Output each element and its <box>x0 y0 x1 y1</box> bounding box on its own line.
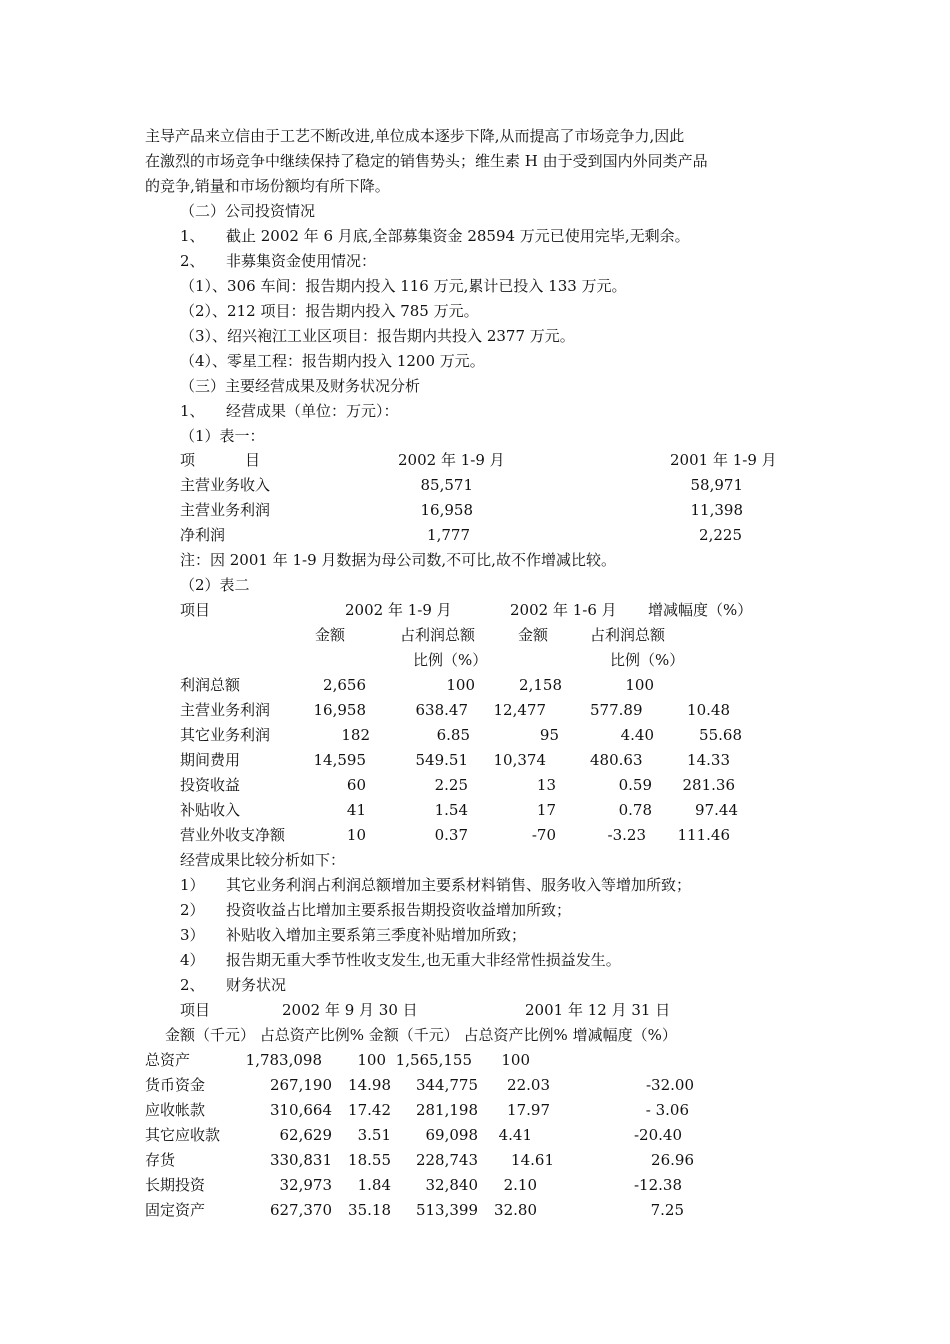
table1-row-name: 净利润 <box>180 526 226 544</box>
table2-row-ratio-1: 6.85 <box>436 726 470 744</box>
table2-row-change: 55.68 <box>699 726 742 744</box>
table2-row-ratio-1: 549.51 <box>415 751 468 769</box>
table3-row-amount-1: 310,664 <box>269 1101 332 1119</box>
intro-line-1: 主导产品来立信由于工艺不断改进,单位成本逐步下降,从而提高了市场竞争力,因此 <box>145 127 685 145</box>
table2-row-change: 10.48 <box>687 701 730 719</box>
intro-line-2: 在激烈的市场竞争中继续保持了稳定的销售势头；维生素 H 由于受到国内外同类产品 <box>145 152 708 170</box>
table2-header-item: 项目 <box>180 601 211 619</box>
results-item-2-text: 财务状况 <box>226 976 287 994</box>
table3-row-amount-2: 1,565,155 <box>395 1051 472 1069</box>
table2-header-ratio-2: 占利润总额 <box>590 626 666 644</box>
table2-header-2002-6: 2002 年 1-6 月 <box>510 601 617 619</box>
table3-row-name: 应收帐款 <box>145 1101 206 1119</box>
table3-row-change: - 3.06 <box>645 1101 689 1119</box>
table2-row-ratio-2: 0.59 <box>618 776 652 794</box>
table2-row-ratio-1: 1.54 <box>434 801 468 819</box>
analysis-number: 1） <box>180 876 205 894</box>
table3-header-date-2: 2001 年 12 月 31 日 <box>525 1001 671 1019</box>
table2-row-amount-1: 14,595 <box>313 751 366 769</box>
table2-row-amount-1: 41 <box>346 801 366 819</box>
table3-row-change: -20.40 <box>633 1126 682 1144</box>
table3-row-amount-2: 513,399 <box>415 1201 478 1219</box>
table3-row-ratio-1: 35.18 <box>348 1201 391 1219</box>
investment-item-1-number: 1、 <box>180 227 205 245</box>
table2-row-change: 111.46 <box>677 826 730 844</box>
intro-line-3: 的竞争,销量和市场份额均有所下降。 <box>145 177 390 195</box>
table2-header-2002-9: 2002 年 1-9 月 <box>345 601 452 619</box>
table2-row-ratio-2: 100 <box>625 676 654 694</box>
table2-row-name: 投资收益 <box>180 776 241 794</box>
table2-row-name: 其它业务利润 <box>180 726 271 744</box>
table3-header-date-1: 2002 年 9 月 30 日 <box>282 1001 418 1019</box>
table3-row-change: 7.25 <box>650 1201 684 1219</box>
table2-row-change: 97.44 <box>695 801 738 819</box>
investment-item-2-number: 2、 <box>180 252 205 270</box>
table3-row-name: 货币资金 <box>145 1076 206 1094</box>
table2-row-name: 营业外收支净额 <box>180 826 286 844</box>
table3-row-amount-1: 32,973 <box>279 1176 332 1194</box>
table2-row-ratio-2: 577.89 <box>590 701 643 719</box>
table3-row-ratio-1: 14.98 <box>348 1076 391 1094</box>
table3-row-amount-1: 627,370 <box>269 1201 332 1219</box>
table2-label: （2）表二 <box>180 576 250 594</box>
table2-header-amount-2: 金额 <box>518 626 549 644</box>
table3-row-ratio-1: 3.51 <box>357 1126 391 1144</box>
table2-row-amount-2: 13 <box>536 776 556 794</box>
table1-row-2001: 58,971 <box>690 476 743 494</box>
table2-row-amount-1: 10 <box>346 826 366 844</box>
table3-row-name: 长期投资 <box>145 1176 206 1194</box>
table2-row-amount-1: 60 <box>346 776 366 794</box>
table3-row-amount-1: 1,783,098 <box>245 1051 322 1069</box>
table1-row-2002: 1,777 <box>427 526 470 544</box>
table1-label: （1）表一： <box>180 427 265 445</box>
table1-row-2002: 85,571 <box>420 476 473 494</box>
table3-row-ratio-2: 4.41 <box>498 1126 532 1144</box>
results-item-2-number: 2、 <box>180 976 205 994</box>
table3-row-amount-1: 62,629 <box>279 1126 332 1144</box>
table3-subheader: 金额（千元） 占总资产比例% 金额（千元） 占总资产比例% 增减幅度（%） <box>165 1026 677 1044</box>
table2-row-amount-2: 2,158 <box>519 676 562 694</box>
table3-row-ratio-1: 17.42 <box>348 1101 391 1119</box>
table3-row-amount-2: 228,743 <box>415 1151 478 1169</box>
table3-row-ratio-2: 17.97 <box>507 1101 550 1119</box>
table2-row-change: 281.36 <box>682 776 735 794</box>
investment-sub-1: （1）、306 车间：报告期内投入 116 万元,累计已投入 133 万元。 <box>180 277 627 295</box>
table1-header-2001: 2001 年 1-9 月 <box>670 451 777 469</box>
table2-row-ratio-1: 638.47 <box>415 701 468 719</box>
results-heading: （三）主要经营成果及财务状况分析 <box>180 377 421 395</box>
table1-note: 注：因 2001 年 1-9 月数据为母公司数,不可比,故不作增减比较。 <box>180 551 616 569</box>
table3-row-ratio-2: 100 <box>501 1051 530 1069</box>
table2-row-amount-1: 2,656 <box>323 676 366 694</box>
table2-row-amount-2: -70 <box>531 826 556 844</box>
analysis-number: 3） <box>180 926 205 944</box>
table3-row-ratio-2: 22.03 <box>507 1076 550 1094</box>
table1-header-2002: 2002 年 1-9 月 <box>398 451 505 469</box>
investment-heading: （二）公司投资情况 <box>180 202 316 220</box>
table3-row-ratio-1: 18.55 <box>348 1151 391 1169</box>
table3-row-name: 存货 <box>145 1151 176 1169</box>
investment-sub-3: （3）、绍兴袍江工业区项目：报告期内共投入 2377 万元。 <box>180 327 575 345</box>
table2-row-ratio-1: 0.37 <box>434 826 468 844</box>
table1-row-2001: 11,398 <box>690 501 743 519</box>
table2-row-amount-2: 10,374 <box>493 751 546 769</box>
table2-row-amount-1: 16,958 <box>313 701 366 719</box>
table2-row-ratio-2: -3.23 <box>607 826 646 844</box>
investment-item-1-text: 截止 2002 年 6 月底,全部募集资金 28594 万元已使用完毕,无剩余。 <box>226 227 690 245</box>
analysis-text: 报告期无重大季节性收支发生,也无重大非经常性损益发生。 <box>226 951 621 969</box>
table2-row-name: 主营业务利润 <box>180 701 271 719</box>
analysis-text: 补贴收入增加主要系第三季度补贴增加所致； <box>226 926 527 944</box>
results-item-1-number: 1、 <box>180 402 205 420</box>
table2-row-ratio-1: 100 <box>446 676 475 694</box>
table3-row-ratio-2: 2.10 <box>503 1176 537 1194</box>
table1-row-2002: 16,958 <box>420 501 473 519</box>
table3-row-ratio-2: 14.61 <box>511 1151 554 1169</box>
table2-row-amount-2: 95 <box>539 726 559 744</box>
analysis-number: 4） <box>180 951 205 969</box>
table2-row-ratio-2: 0.78 <box>618 801 652 819</box>
table2-row-name: 期间费用 <box>180 751 241 769</box>
table3-row-name: 总资产 <box>145 1051 191 1069</box>
table2-header-ratio-2b: 比例（%） <box>610 651 685 669</box>
investment-sub-2: （2）、212 项目：报告期内投入 785 万元。 <box>180 302 479 320</box>
table3-row-amount-2: 32,840 <box>425 1176 478 1194</box>
table3-row-amount-2: 344,775 <box>415 1076 478 1094</box>
table2-row-amount-2: 12,477 <box>493 701 546 719</box>
table2-row-name: 利润总额 <box>180 676 241 694</box>
table3-row-amount-1: 330,831 <box>269 1151 332 1169</box>
table3-row-name: 固定资产 <box>145 1201 206 1219</box>
table3-row-change: -12.38 <box>633 1176 682 1194</box>
table3-row-ratio-2: 32.80 <box>494 1201 537 1219</box>
table2-row-ratio-2: 4.40 <box>620 726 654 744</box>
analysis-number: 2） <box>180 901 205 919</box>
table2-row-name: 补贴收入 <box>180 801 241 819</box>
investment-item-2-text: 非募集资金使用情况： <box>226 252 377 270</box>
table1-row-name: 主营业务收入 <box>180 476 271 494</box>
table1-row-2001: 2,225 <box>699 526 742 544</box>
table3-row-name: 其它应收款 <box>145 1126 221 1144</box>
analysis-text: 其它业务利润占利润总额增加主要系材料销售、服务收入等增加所致； <box>226 876 692 894</box>
table2-row-ratio-1: 2.25 <box>434 776 468 794</box>
investment-sub-4: （4）、零星工程：报告期内投入 1200 万元。 <box>180 352 485 370</box>
results-item-1-text: 经营成果（单位：万元）： <box>226 402 399 420</box>
table2-row-amount-2: 17 <box>536 801 556 819</box>
table2-row-change: 14.33 <box>687 751 730 769</box>
table3-row-ratio-1: 100 <box>357 1051 386 1069</box>
table3-row-change: 26.96 <box>651 1151 694 1169</box>
table2-header-change: 增减幅度（%） <box>648 601 753 619</box>
table3-row-amount-2: 69,098 <box>425 1126 478 1144</box>
table3-row-amount-1: 267,190 <box>269 1076 332 1094</box>
table1-header-item-2: 目 <box>245 451 261 469</box>
analysis-heading: 经营成果比较分析如下： <box>180 851 346 869</box>
table2-row-ratio-2: 480.63 <box>590 751 643 769</box>
table3-row-change: -32.00 <box>645 1076 694 1094</box>
table2-header-ratio-1b: 比例（%） <box>413 651 488 669</box>
table1-row-name: 主营业务利润 <box>180 501 271 519</box>
table1-header-item: 项 <box>180 451 196 469</box>
table2-header-ratio-1: 占利润总额 <box>400 626 476 644</box>
analysis-text: 投资收益占比增加主要系报告期投资收益增加所致； <box>226 901 572 919</box>
table2-row-amount-1: 182 <box>341 726 370 744</box>
table3-header-item: 项目 <box>180 1001 211 1019</box>
table3-row-ratio-1: 1.84 <box>357 1176 391 1194</box>
table3-row-amount-2: 281,198 <box>415 1101 478 1119</box>
table2-header-amount-1: 金额 <box>315 626 346 644</box>
